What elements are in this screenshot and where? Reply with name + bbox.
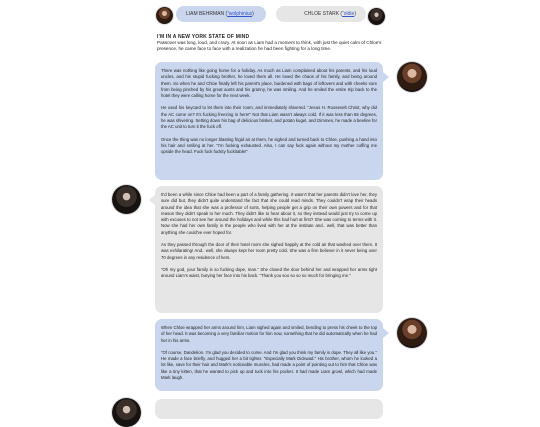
chloe-header-avatar[interactable] — [368, 8, 385, 25]
chloe-avatar[interactable] — [112, 398, 141, 427]
message-paragraph: As they passed through the door of their hotel room she sighed happily at the cold air that washed over them. It was exhilarating! And.. well, she always kept her room pretty cold. She was a firm believer in it never being over 70 degrees in any residence of hers. — [161, 242, 377, 260]
liam-name: LIAM BEHRMAN — [186, 11, 225, 17]
message-bubble-liam-1 — [155, 62, 383, 180]
message-bubble-chloe-1 — [155, 186, 383, 313]
liam-avatar[interactable] — [397, 62, 427, 92]
message-paragraph: Once the thing was no longer blasting frigid air at them, he sighed and turned back to Chloe, pushing a hand into his hair and smiling at her. "I'm fucking exhausted. Also, I can say fuck again without my mother cuffing me upside the head. Fuck fuck fuckity fuckitable!" — [161, 136, 377, 155]
liam-avatar[interactable] — [397, 318, 427, 348]
chloe-name: CHLOE STARK — [304, 11, 340, 17]
message-paragraph: There was nothing like going home for a holiday. As much as Liam complained about his parents, and his loud uncles, and his stupid fucking brother, he loved them all. He loved the chaos of his family, and being around them. So when he and Chloe finally left his parent's place, burdened with bags of leftovers and with cheeks sore from being pinched by his great aunts and his granny, he was smiling. And he smiled the entire trip back to the hotel they were calling home for the next week. — [161, 68, 377, 99]
chloe-avatar[interactable] — [112, 185, 141, 214]
chloe-name-pill: CHLOE STARK (“oldie) — [276, 6, 366, 22]
message-bubble-liam-2 — [155, 319, 383, 391]
liam-profile-link[interactable]: “wolphinius — [227, 11, 253, 17]
bubble-tail — [383, 328, 389, 338]
bubble-tail — [383, 72, 389, 82]
message-paragraph: "Oh my god, your family is so fucking dope, man." She closed the door behind her and wrapped her arms tight around Liam's waist, burying her face into his back. "Thank you soo so so so much for bringing me." — [161, 266, 377, 279]
liam-name-pill: LIAM BEHRMAN (“wolphinius) — [176, 6, 266, 22]
message-bubble-chloe-2 — [155, 399, 383, 419]
liam-header-avatar[interactable] — [156, 7, 173, 24]
message-paragraph: He used his keycard to let them into their room, and immediately shivered. "Jesus H. Roosevelt Christ, why did the AC come on? It's fucking freezing in here!" Not that Liam wasn't always cold. If it was less than 65 degrees, he was shivering. Setting down his bag of delicious brisket, and potato kugel, and tzimmes, he made a beeline for the AC unit to turn it the fuck off. — [161, 105, 377, 130]
post-intro: Passover was long, loud, and crazy. At soon as Liam had a moment to think, with just the quiet calm of Chloe's presence, he came face to face with a realization he had been fighting for a long time. — [157, 40, 382, 51]
chloe-profile-link[interactable]: “oldie — [342, 11, 355, 17]
message-paragraph: "Of course, Dandelion. I'm glad you decided to come. And I'm glad you think my family is dope. They all like you." He made a face briefly, and hugged her a bit tighter. "Especially Mark Dickwad." His brother, whom he looked a lot like, save for their hair and Mark's noticeable muscles, had made a point of pointing out to him that Chloe was like a tiny kitten, that he wanted to pick up and tuck into his pocket. It had made Liam growl, which had made Mark laugh. — [161, 349, 377, 381]
message-paragraph: When Chloe wrapped her arms around him, Liam sighed again and smiled, bending to press his cheek to the top of her head. It was becoming a very familiar motion for him now, something that he did automatically when he had her in his arms. — [161, 325, 377, 343]
message-paragraph: It'd been a while since Chloe had been a part of a family gathering. It wasn't that her parents didn't love her, they sure did but, they didn't quite understand the fact that she could read minds. They couldn't wrap their heads around the idea that she was a professor of sorts, helping people get a grip on their own powers and for that reason they didn't speak to her much. They didn't like to hear about it, so they instead would just try to come up with excuses to not see her around the holidays and while this had hurt at first? She was coming to terms with it. Now she had her own family in the people who lived with her at the institute and.. well, that was better than anything she could've ever hoped for. — [161, 192, 377, 235]
post-title: I'M IN A NEW YORK STATE OF MIND — [157, 34, 250, 40]
